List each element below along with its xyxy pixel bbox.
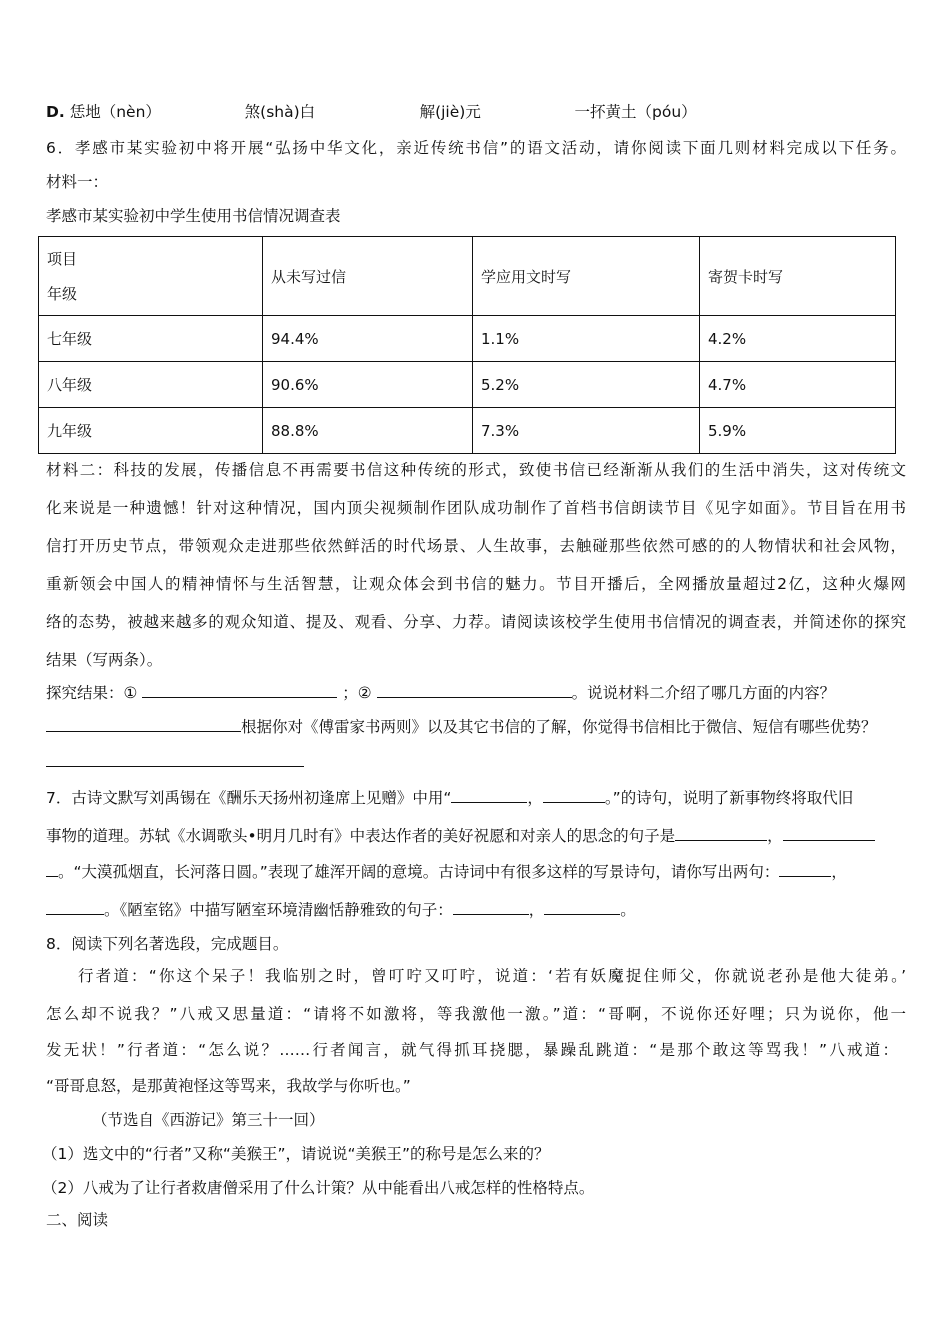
column-header: 学应用文时写 bbox=[473, 237, 700, 316]
survey-table bbox=[38, 236, 896, 454]
material2-line: 信打开历史节点，带领观众走进那些依然鲜活的时代场景、人生故事，去触碰那些依然可感的的人物情状和社会风物， bbox=[46, 537, 906, 555]
section-heading: 二、阅读 bbox=[46, 1211, 109, 1229]
value-cell: 1.1% bbox=[473, 316, 700, 362]
grade-cell: 七年级 bbox=[39, 316, 263, 362]
grade-cell: 九年级 bbox=[39, 408, 263, 454]
answer-blank-2[interactable] bbox=[377, 683, 572, 698]
column-header: 从未写过信 bbox=[263, 237, 473, 316]
fulei-question: 根据你对《傅雷家书两则》以及其它书信的了解，你觉得书信相比于微信、短信有哪些优势？ bbox=[241, 718, 877, 736]
answer-blank-4[interactable] bbox=[46, 752, 304, 767]
result-tail: 。说说材料二介绍了哪几方面的内容？ bbox=[571, 684, 836, 702]
blank[interactable] bbox=[46, 862, 58, 877]
value-cell: 5.9% bbox=[700, 408, 896, 454]
q7-text: 。”的诗句，说明了新事物终将取代旧 bbox=[604, 789, 854, 807]
q7-text: ， bbox=[527, 789, 543, 807]
blank[interactable] bbox=[453, 900, 529, 915]
q7-line bbox=[46, 862, 847, 882]
value-cell: 4.2% bbox=[700, 316, 896, 362]
q7-text: 事物的道理。苏轼《水调歌头•明月几时有》中表达作者的美好祝愿和对亲人的思念的句子是 bbox=[46, 827, 676, 845]
q7-text: 。《陋室铭》中描写陋室环境清幽恬静雅致的句子： bbox=[104, 901, 453, 919]
option-label: D. bbox=[46, 103, 65, 121]
passage-source: （节选自《西游记》第三十一回） bbox=[92, 1111, 325, 1129]
value-cell: 5.2% bbox=[473, 362, 700, 408]
q7-text: ， bbox=[528, 901, 545, 919]
q7-text: 。 bbox=[620, 901, 636, 919]
result-line bbox=[46, 683, 835, 703]
answer-blank-3[interactable] bbox=[46, 717, 241, 732]
material2-line: 材料二：科技的发展，传播信息不再需要书信这种传统的形式，致使书信已经渐渐从我们的生活中消失，这对传统文 bbox=[46, 461, 906, 479]
table-row bbox=[39, 316, 896, 362]
table-row bbox=[39, 362, 896, 408]
column-header: 寄贺卡时写 bbox=[700, 237, 896, 316]
sub-question-1: （1）选文中的“行者”又称“美猴王”，请说说“美猴王”的称号是怎么来的？ bbox=[42, 1145, 550, 1163]
blank[interactable] bbox=[779, 862, 831, 877]
q6-intro: 6．孝感市某实验初中将开展“弘扬中华文化，亲近传统书信”的语文活动，请你阅读下面几则材料完成以下任务。 bbox=[46, 139, 906, 157]
value-cell: 94.4% bbox=[263, 316, 473, 362]
q8-intro: 8．阅读下列名著选段，完成题目。 bbox=[46, 935, 289, 953]
material2-line: 重新领会中国人的精神情怀与生活智慧，让观众体会到书信的魅力。节目开播后，全网播放量超过2亿，这种火爆网 bbox=[46, 575, 906, 593]
q7-line bbox=[46, 788, 853, 808]
material2-line: 络的态势，被越来越多的观众知道、提及、观看、分享、力荐。请阅读该校学生使用书信情况的调查表，并简述你的探究 bbox=[46, 613, 906, 631]
option-item: 一抔黄土（póu） bbox=[574, 103, 697, 121]
fulei-line bbox=[46, 717, 877, 737]
q5-option-d bbox=[46, 102, 697, 122]
header-item-label: 项目 bbox=[47, 250, 78, 268]
option-item: 恁地（nèn） bbox=[69, 103, 161, 121]
blank[interactable] bbox=[543, 788, 605, 803]
table-title: 孝感市某实验初中学生使用书信情况调查表 bbox=[46, 207, 341, 225]
header-grade-label: 年级 bbox=[47, 285, 78, 303]
answer-line bbox=[46, 752, 304, 772]
q7-text: ， bbox=[767, 827, 783, 845]
blank[interactable] bbox=[451, 788, 527, 803]
value-cell: 7.3% bbox=[473, 408, 700, 454]
result-label: 探究结果：① bbox=[46, 684, 138, 702]
passage-line: 怎么却不说我？”八戒又思量道：“请将不如激将，等我激他一激。”道：“哥啊，不说你还好哩；只为说你，他一 bbox=[46, 1005, 906, 1023]
value-cell: 4.7% bbox=[700, 362, 896, 408]
q7-text: 。“大漠孤烟直，长河落日圆。”表现了雄浑开阔的意境。古诗词中有很多这样的写景诗句，请你写出两句： bbox=[58, 863, 780, 881]
table-row bbox=[39, 408, 896, 454]
q7-line bbox=[46, 900, 636, 920]
q7-text: ， bbox=[831, 863, 847, 881]
grade-cell: 八年级 bbox=[39, 362, 263, 408]
blank[interactable] bbox=[544, 900, 620, 915]
header-corner bbox=[39, 237, 263, 316]
sub-question-2: （2）八戒为了让行者救唐僧采用了什么计策？从中能看出八戒怎样的性格特点。 bbox=[42, 1179, 595, 1197]
value-cell: 88.8% bbox=[263, 408, 473, 454]
option-item: 解(jiè)元 bbox=[419, 103, 481, 121]
q7-line bbox=[46, 826, 875, 846]
passage-line: 行者道：“你这个呆子！我临别之时，曾叮咛又叮咛，说道：‘若有妖魔捉住师父，你就说老孙是他大徒弟。’ bbox=[78, 967, 906, 985]
passage-line: 发无状！”行者道：“怎么说？……行者闻言，就气得抓耳挠腮，暴躁乱跳道：“是那个敢这等骂我！”八戒道： bbox=[46, 1041, 898, 1059]
blank[interactable] bbox=[783, 826, 875, 841]
option-item: 煞(shà)白 bbox=[244, 103, 316, 121]
value-cell: 90.6% bbox=[263, 362, 473, 408]
table-header-row bbox=[39, 237, 896, 316]
blank[interactable] bbox=[46, 900, 104, 915]
material2-line: 化来说是一种遗憾！针对这种情况，国内顶尖视频制作团队成功制作了首档书信朗读节目《见字如面》。节目旨在用书 bbox=[46, 499, 906, 517]
material2-line: 结果（写两条）。 bbox=[46, 651, 163, 669]
passage-line: “哥哥息怒，是那黄袍怪这等骂来，我故学与你听也。” bbox=[46, 1077, 411, 1095]
answer-blank-1[interactable] bbox=[142, 683, 337, 698]
material1-label: 材料一： bbox=[46, 173, 109, 191]
result-sep: ；② bbox=[342, 684, 372, 702]
blank[interactable] bbox=[675, 826, 767, 841]
q7-text: 7．古诗文默写刘禹锡在《酬乐天扬州初逢席上见赠》中用“ bbox=[46, 789, 452, 807]
